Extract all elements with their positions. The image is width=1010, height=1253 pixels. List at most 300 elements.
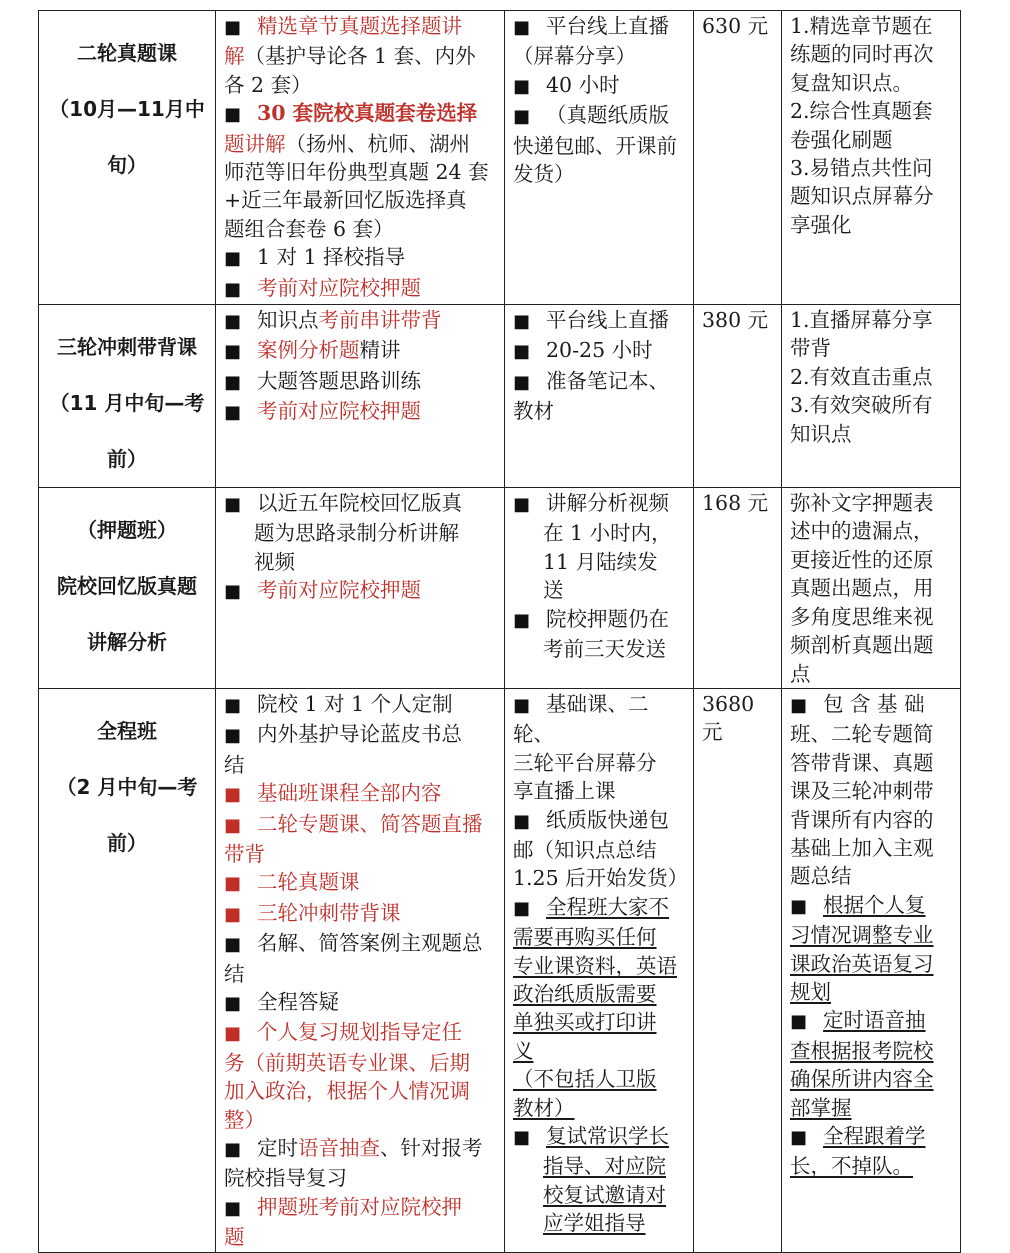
text-line xyxy=(224,1049,498,1077)
bullet-square-icon: ■ xyxy=(224,371,242,393)
text-segment: 背课所有内容的 xyxy=(790,807,934,832)
text-line xyxy=(224,1134,498,1164)
text-segment: 考前串讲带背 xyxy=(318,308,442,333)
text-line xyxy=(513,397,687,425)
bullet-square-icon: ■ xyxy=(513,609,531,631)
text-segment: 教材 xyxy=(513,399,554,424)
text-line xyxy=(513,71,687,101)
text-line xyxy=(790,489,954,517)
text-line xyxy=(224,42,498,70)
text-segment: 平台线上直播 xyxy=(546,14,670,38)
text-segment: 校复试邀请对 xyxy=(543,1182,666,1207)
text-segment: 复试常识学长 xyxy=(546,1124,670,1148)
text-line xyxy=(513,1065,687,1093)
text-line xyxy=(513,864,687,892)
text-segment: 需要再购买任何 xyxy=(513,925,657,950)
course-name-line: 全程班 xyxy=(97,718,157,743)
text-line xyxy=(513,980,687,1008)
bullet-square-icon: ■ xyxy=(224,784,242,806)
text-line xyxy=(790,862,954,890)
text-line xyxy=(790,211,954,239)
text-line xyxy=(513,806,687,836)
text-line xyxy=(790,1122,954,1152)
text-segment: （不包括人卫版 xyxy=(513,1067,657,1092)
text-segment: 三轮平台屏幕分 xyxy=(513,750,657,775)
text-segment: 享强化 xyxy=(790,212,852,237)
course-mode-cell xyxy=(505,11,694,305)
table-row xyxy=(39,305,961,488)
course-notes-cell xyxy=(782,11,961,305)
bullet-square-icon: ■ xyxy=(513,371,531,393)
text-segment: 练题的同时再次 xyxy=(790,42,934,67)
text-segment: 精选章节真题选择题讲 xyxy=(257,14,463,38)
text-segment: 在 1 小时内， xyxy=(543,521,672,546)
bullet-square-icon: ■ xyxy=(224,311,242,333)
text-line xyxy=(790,12,954,40)
text-segment: 政治纸质版需要 xyxy=(513,981,657,1006)
text-line xyxy=(513,576,687,604)
text-segment: 大题答题思路训练 xyxy=(257,368,422,393)
bullet-square-icon: ■ xyxy=(790,1127,808,1148)
text-line xyxy=(790,334,954,362)
text-line xyxy=(790,720,954,748)
text-segment: 查根据报考院校 xyxy=(790,1038,934,1063)
text-line xyxy=(790,834,954,862)
text-segment: 享直播上课 xyxy=(513,779,616,804)
text-segment: 部掌握 xyxy=(790,1095,852,1120)
text-line xyxy=(513,489,687,519)
text-line xyxy=(224,810,498,840)
text-segment: 考前三天发送 xyxy=(543,637,666,662)
text-segment: （扬州、杭师、湖州 xyxy=(285,131,470,156)
text-line xyxy=(224,158,498,186)
text-line xyxy=(790,806,954,834)
text-line xyxy=(224,186,498,214)
course-name-cell xyxy=(39,688,216,1252)
text-segment: 考前对应院校押题 xyxy=(257,275,422,300)
text-line xyxy=(513,1008,687,1036)
bullet-square-icon: ■ xyxy=(513,1127,531,1148)
text-line xyxy=(790,1094,954,1122)
text-line xyxy=(513,160,687,188)
text-line xyxy=(513,777,687,805)
course-name-line: 前） xyxy=(107,447,147,472)
text-segment: 定时 xyxy=(257,1136,299,1160)
text-segment: 20-25 小时 xyxy=(546,338,653,363)
text-segment: 课及三轮冲刺带 xyxy=(790,779,934,804)
text-line xyxy=(790,1065,954,1093)
price-value: 380 元 xyxy=(702,308,769,333)
price-value: 168 元 xyxy=(702,491,769,516)
text-segment: 1.精选章节题在 xyxy=(790,14,933,38)
course-notes-cell xyxy=(782,488,961,689)
text-line xyxy=(513,101,687,131)
text-line xyxy=(790,574,954,602)
bullet-square-icon: ■ xyxy=(790,1011,808,1033)
text-segment: 带背 xyxy=(790,336,831,361)
bullet-square-icon: ■ xyxy=(224,278,242,300)
bullet-square-icon: ■ xyxy=(224,248,242,270)
text-segment: 定时语音抽 xyxy=(823,1008,926,1033)
text-line xyxy=(513,1209,687,1237)
text-segment: 规划 xyxy=(790,979,831,1004)
text-line xyxy=(513,42,687,70)
text-segment: 平台线上直播 xyxy=(546,308,670,333)
text-segment: 全程答疑 xyxy=(257,989,340,1014)
bullet-square-icon: ■ xyxy=(224,104,242,126)
text-line xyxy=(790,154,954,182)
text-segment: 院校押题仍在 xyxy=(546,606,670,631)
course-name-line: 二轮真题课 xyxy=(77,41,177,65)
course-name-line: 前） xyxy=(107,830,147,855)
text-line xyxy=(513,1152,687,1180)
text-segment: 、针对报考 xyxy=(380,1136,483,1160)
bullet-square-icon: ■ xyxy=(224,903,242,925)
text-segment: 二轮专题课、简答题直播 xyxy=(257,811,483,836)
course-notes-cell xyxy=(782,688,961,1252)
text-line xyxy=(790,603,954,631)
table-row xyxy=(39,488,961,689)
text-line xyxy=(513,605,687,635)
price-cell xyxy=(694,11,782,305)
text-line xyxy=(790,1037,954,1065)
text-segment: 更接近性的还原 xyxy=(790,547,934,572)
text-segment: 语音抽查 xyxy=(298,1136,381,1160)
text-segment: 40 小时 xyxy=(546,72,620,97)
bullet-square-icon: ■ xyxy=(513,897,531,919)
text-line xyxy=(224,840,498,868)
text-line xyxy=(224,1193,498,1223)
price-cell xyxy=(694,688,782,1252)
text-line xyxy=(224,899,498,929)
text-segment: 师范等旧年份典型真题 24 套 xyxy=(224,160,489,185)
text-line xyxy=(224,960,498,988)
text-segment: 考前对应院校押题 xyxy=(257,399,422,424)
bullet-square-icon: ■ xyxy=(224,694,242,716)
text-segment: 押题班考前对应院校押 xyxy=(257,1194,463,1219)
bullet-square-icon: ■ xyxy=(224,17,242,38)
text-line xyxy=(224,576,498,606)
text-line xyxy=(790,660,954,688)
text-segment: 确保所讲内容全 xyxy=(790,1067,934,1092)
text-line xyxy=(790,891,954,921)
text-line xyxy=(513,306,687,336)
course-name-line: 三轮冲刺带背课 xyxy=(57,335,197,360)
text-segment: 单独买或打印讲 xyxy=(513,1010,657,1035)
text-segment: 应学姐指导 xyxy=(543,1211,646,1236)
bullet-square-icon: ■ xyxy=(224,814,242,836)
text-line xyxy=(224,1077,498,1105)
text-segment: 多角度思维来视 xyxy=(790,604,934,629)
text-line xyxy=(224,1223,498,1251)
course-content-cell xyxy=(216,688,505,1252)
text-segment: 考前对应院校押题 xyxy=(257,578,422,603)
course-name-cell xyxy=(39,11,216,305)
text-segment: 1.25 后开始发货） xyxy=(513,866,689,891)
bullet-square-icon: ■ xyxy=(224,581,242,603)
text-line xyxy=(513,749,687,777)
bullet-square-icon: ■ xyxy=(224,341,242,363)
text-line xyxy=(790,126,954,154)
text-line xyxy=(790,517,954,545)
course-name-line: 院校回忆版真题 xyxy=(57,574,197,599)
text-segment: 内外基护导论蓝皮书总 xyxy=(257,722,463,747)
bullet-square-icon: ■ xyxy=(513,341,531,363)
text-segment: 题为思路录制分析讲解 xyxy=(254,521,459,546)
text-segment: 名解、简答案例主观题总 xyxy=(257,931,483,956)
text-line xyxy=(224,274,498,304)
bullet-square-icon: ■ xyxy=(224,1139,242,1160)
text-segment: 送 xyxy=(543,578,564,603)
table-row xyxy=(39,11,961,305)
text-segment: 1 对 1 择校指导 xyxy=(257,245,406,270)
text-segment: 院校 1 对 1 个人定制 xyxy=(257,691,453,716)
text-segment: 基础班课程全部内容 xyxy=(257,781,442,806)
text-segment: 题讲解 xyxy=(224,131,286,156)
text-segment: 知识点 xyxy=(257,308,319,333)
text-line xyxy=(224,868,498,898)
text-segment: 根据个人复 xyxy=(823,892,926,917)
text-line xyxy=(224,99,498,129)
bullet-square-icon: ■ xyxy=(224,1023,242,1045)
text-line xyxy=(224,988,498,1018)
text-line xyxy=(513,548,687,576)
text-line xyxy=(513,690,687,749)
course-content-cell xyxy=(216,11,505,305)
text-segment: 3.易错点共性问 xyxy=(790,156,933,181)
course-mode-cell xyxy=(505,488,694,689)
text-line xyxy=(790,97,954,125)
bullet-square-icon: ■ xyxy=(513,810,531,832)
text-segment: 2.有效直击重点 xyxy=(790,364,933,389)
text-segment: 30 套院校真题套卷选择 xyxy=(257,101,478,126)
text-line xyxy=(513,923,687,951)
text-line xyxy=(513,893,687,923)
text-line xyxy=(790,690,954,720)
text-line xyxy=(790,40,954,68)
text-segment: （真题纸质版 xyxy=(546,103,670,128)
bullet-square-icon: ■ xyxy=(224,494,242,516)
course-name-line: （11 月中旬—考 xyxy=(49,391,205,416)
text-line xyxy=(513,952,687,980)
text-line xyxy=(790,391,954,419)
text-segment: 1.直播屏幕分享 xyxy=(790,308,933,333)
text-segment: 题 xyxy=(224,1225,245,1250)
price-value: 3680 元 xyxy=(702,691,755,745)
text-line xyxy=(224,779,498,809)
course-notes-cell xyxy=(782,305,961,488)
text-line xyxy=(224,12,498,42)
text-segment: 真题出题点，用 xyxy=(790,576,934,601)
text-line xyxy=(224,367,498,397)
text-segment: 题组合套卷 6 套） xyxy=(224,216,394,241)
text-line xyxy=(790,631,954,659)
text-line xyxy=(224,489,498,519)
text-segment: 答带背课、真题 xyxy=(790,750,934,775)
text-segment: 快递包邮、开课前 xyxy=(513,133,677,158)
text-segment: 知识点 xyxy=(790,421,852,446)
text-segment: 邮（知识点总结 xyxy=(513,837,657,862)
text-segment: 教材） xyxy=(513,1095,575,1120)
text-segment: 班、二轮专题简 xyxy=(790,722,934,747)
text-line xyxy=(224,519,498,547)
text-segment: 11 月陆续发 xyxy=(543,549,658,574)
text-line xyxy=(513,367,687,397)
bullet-square-icon: ■ xyxy=(513,17,531,38)
text-segment: 发货） xyxy=(513,162,575,187)
course-table xyxy=(38,10,961,1253)
text-segment: 指导、对应院 xyxy=(543,1154,666,1179)
text-segment: （基护导论各 1 套、内外 xyxy=(244,44,476,69)
text-line xyxy=(790,363,954,391)
bullet-square-icon: ■ xyxy=(224,402,242,424)
text-line xyxy=(224,690,498,720)
course-name-line: 旬） xyxy=(107,153,147,177)
text-line xyxy=(513,1181,687,1209)
text-line xyxy=(790,69,954,97)
text-segment: 结 xyxy=(224,961,245,986)
text-segment: （屏幕分享） xyxy=(513,44,636,69)
text-segment: 务（前期英语专业课、后期 xyxy=(224,1050,470,1075)
text-segment: 长，不掉队。 xyxy=(790,1154,913,1179)
course-name-cell xyxy=(39,488,216,689)
course-name-line: 讲解分析 xyxy=(87,630,167,655)
text-line xyxy=(513,1122,687,1152)
course-name-line: （2 月中旬—考 xyxy=(56,774,198,799)
text-line xyxy=(790,306,954,334)
course-name-line: （押题班） xyxy=(77,518,177,543)
text-segment: 全程跟着学 xyxy=(823,1124,926,1148)
text-segment: 3.有效突破所有 xyxy=(790,393,933,418)
bullet-square-icon: ■ xyxy=(790,895,808,917)
text-segment: 个人复习规划指导定任 xyxy=(257,1020,463,1045)
text-segment: 各 2 套） xyxy=(224,72,312,97)
text-line xyxy=(513,519,687,547)
text-segment: 以近五年院校回忆版真 xyxy=(257,491,463,516)
text-line xyxy=(790,546,954,574)
text-segment: 整） xyxy=(224,1107,265,1132)
text-segment: 课政治英语复习 xyxy=(790,951,934,976)
text-line xyxy=(513,836,687,864)
text-segment: 结 xyxy=(224,752,245,777)
course-mode-cell xyxy=(505,688,694,1252)
text-line xyxy=(224,336,498,366)
text-segment: 习情况调整专业 xyxy=(790,923,934,948)
text-segment: 基础上加入主观 xyxy=(790,835,934,860)
text-line xyxy=(513,1037,687,1065)
price-cell xyxy=(694,305,782,488)
text-line xyxy=(790,1006,954,1036)
bullet-square-icon: ■ xyxy=(513,494,531,516)
text-segment: 带背 xyxy=(224,841,265,866)
bullet-square-icon: ■ xyxy=(224,873,242,895)
text-line xyxy=(513,336,687,366)
text-line xyxy=(224,548,498,576)
text-line xyxy=(513,1094,687,1122)
text-line xyxy=(224,929,498,959)
text-segment: 三轮冲刺带背课 xyxy=(257,900,401,925)
text-line xyxy=(790,1152,954,1180)
bullet-square-icon: ■ xyxy=(513,694,531,716)
text-segment: 频剖析真题出题 xyxy=(790,633,934,658)
text-segment: 包 含 基 础 xyxy=(823,691,925,716)
text-segment: 院校指导复习 xyxy=(224,1166,347,1191)
bullet-square-icon: ■ xyxy=(224,992,242,1014)
text-segment: 弥补文字押题表 xyxy=(790,491,934,516)
text-line xyxy=(224,306,498,336)
text-segment: 视频 xyxy=(254,549,295,574)
text-line xyxy=(224,243,498,273)
text-line xyxy=(790,749,954,777)
text-segment: 复盘知识点。 xyxy=(790,70,913,95)
text-line xyxy=(224,720,498,750)
text-segment: 全程班大家不 xyxy=(546,894,670,919)
bullet-square-icon: ■ xyxy=(790,694,808,716)
text-segment: 二轮真题课 xyxy=(257,870,360,895)
course-mode-cell xyxy=(505,305,694,488)
text-segment: 案例分析题 xyxy=(257,338,360,363)
text-line xyxy=(790,950,954,978)
text-line xyxy=(790,420,954,448)
table-row xyxy=(39,688,961,1252)
text-line xyxy=(224,71,498,99)
text-line xyxy=(790,921,954,949)
text-segment: 精讲 xyxy=(359,338,401,363)
text-line xyxy=(790,777,954,805)
text-segment: 基础课、二轮、 xyxy=(513,691,649,747)
bullet-square-icon: ■ xyxy=(513,75,531,97)
course-name-line: （10月—11月中 xyxy=(49,97,205,121)
text-segment: 加入政治，根据个人情况调 xyxy=(224,1079,470,1104)
price-cell xyxy=(694,488,782,689)
text-segment: 义 xyxy=(513,1038,534,1063)
bullet-square-icon: ■ xyxy=(513,311,531,333)
course-content-cell xyxy=(216,488,505,689)
price-value: 630 元 xyxy=(702,14,769,38)
text-line xyxy=(224,215,498,243)
text-segment: +近三年最新回忆版选择真 xyxy=(224,188,467,213)
bullet-square-icon: ■ xyxy=(224,1197,242,1219)
text-line xyxy=(513,132,687,160)
text-segment: 题总结 xyxy=(790,864,852,889)
text-segment: 准备笔记本、 xyxy=(546,368,670,393)
course-name-cell xyxy=(39,305,216,488)
text-line xyxy=(224,130,498,158)
text-segment: 题知识点屏幕分 xyxy=(790,184,934,209)
text-segment: 专业课资料，英语 xyxy=(513,953,677,978)
text-line xyxy=(224,397,498,427)
text-line xyxy=(790,182,954,210)
text-line xyxy=(224,1106,498,1134)
text-line xyxy=(224,1018,498,1048)
text-line xyxy=(513,635,687,663)
bullet-square-icon: ■ xyxy=(224,725,242,747)
text-segment: 卷强化刷题 xyxy=(790,127,893,152)
text-segment: 解 xyxy=(224,44,245,69)
text-segment: 述中的遗漏点， xyxy=(790,519,934,544)
bullet-square-icon: ■ xyxy=(224,934,242,956)
text-segment: 纸质版快递包 xyxy=(546,807,670,832)
text-segment: 讲解分析视频 xyxy=(546,491,670,516)
text-line xyxy=(224,751,498,779)
text-line xyxy=(513,12,687,42)
text-segment: 点 xyxy=(790,661,811,686)
text-line xyxy=(224,1164,498,1192)
course-content-cell xyxy=(216,305,505,488)
bullet-square-icon: ■ xyxy=(513,106,531,128)
text-line xyxy=(790,978,954,1006)
text-segment: 2.综合性真题套 xyxy=(790,99,933,124)
